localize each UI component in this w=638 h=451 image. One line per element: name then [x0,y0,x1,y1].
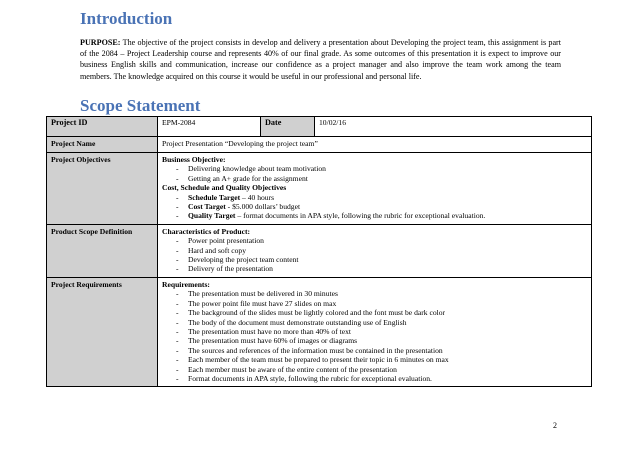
project-requirements-label: Project Requirements [47,277,158,386]
requirements-list [162,289,587,383]
scope-statement-heading: Scope Statement [80,96,201,115]
requirements-title: Requirements: [162,279,210,289]
project-objectives-row [47,153,592,225]
purpose-label: PURPOSE: [80,38,121,47]
date-value: 10/02/16 [315,117,592,137]
list-item: - Delivering knowledge about team motivation [176,164,587,173]
date-label: Date [261,117,315,137]
list-item: - The presentation must be delivered in 30 minutes [176,289,587,298]
product-scope-label: Product Scope Definition [47,224,158,277]
introduction-heading: Introduction [80,9,173,28]
list-item: - Developing the project team content [176,255,587,264]
list-item: - The background of the slides must be lightly colored and the font must be dark color [176,308,587,317]
project-id-label: Project ID [47,117,158,137]
list-item: - The presentation must have no more than 40% of text [176,327,587,336]
list-item: - Delivery of the presentation [176,264,587,273]
list-item: - Hard and soft copy [176,246,587,255]
list-item: - Power point presentation [176,236,587,245]
project-id-row [47,117,592,137]
schedule-target-item [176,193,587,202]
project-requirements-row [47,277,592,386]
cost-target-label: Cost Target [188,202,226,212]
list-item: - Each member must be aware of the entire content of the presentation [176,365,587,374]
project-requirements-content [158,277,592,386]
project-name-row [47,137,592,153]
list-item: - Each member of the team must be prepared to present their topic in 6 minutes on max [176,355,587,364]
schedule-target-label: Schedule Target [188,192,241,202]
csq-objectives-title: Cost, Schedule and Quality Objectives [162,183,287,193]
product-scope-row [47,224,592,277]
project-objectives-content [158,153,592,225]
project-name-label: Project Name [47,137,158,153]
business-objectives-list [162,164,587,183]
project-id-value: EPM-2084 [158,117,261,137]
cost-target-value: - $5.000 dollars’ budget [225,202,301,212]
list-item: - Format documents in APA style, following the rubric for exceptional evaluation. [176,374,587,383]
purpose-paragraph [80,37,561,82]
product-scope-content [158,224,592,277]
project-objectives-label: Project Objectives [47,153,158,225]
list-item: - The sources and references of the information must be contained in the presentation [176,346,587,355]
project-name-value: Project Presentation “Developing the project team” [158,137,592,153]
characteristics-list [162,236,587,274]
quality-target-value: – format documents in APA style, following the rubric for exceptional evaluation. [235,211,486,221]
schedule-target-value: – 40 hours [240,192,275,202]
list-item: - The presentation must have 60% of images or diagrams [176,336,587,345]
purpose-text: The objective of the project consists in develop and delivery a presentation about Developing the project team, this assignment is part of the 2084 – Project Leadership course and represents 40% of our final grade. As some outcomes of this presentation it is expect to improve our business English skills and communication, increase our confidence as a project manager and also improve the team work among the team members. The knowledge acquired on this course it would be useful in our professional and personal life. [80,38,561,81]
page-number: 2 [553,421,557,430]
list-item: - The power point file must have 27 slides on max [176,299,587,308]
list-item: - The body of the document must demonstrate outstanding use of English [176,318,587,327]
characteristics-title: Characteristics of Product: [162,226,251,236]
business-objective-title: Business Objective: [162,155,226,164]
cost-target-item [176,202,587,211]
scope-statement-table [46,116,592,387]
list-item: - Getting an A+ grade for the assignment [176,174,587,183]
quality-target-label: Quality Target [188,211,236,221]
quality-target-item [176,211,587,220]
csq-objectives-list [162,193,587,221]
